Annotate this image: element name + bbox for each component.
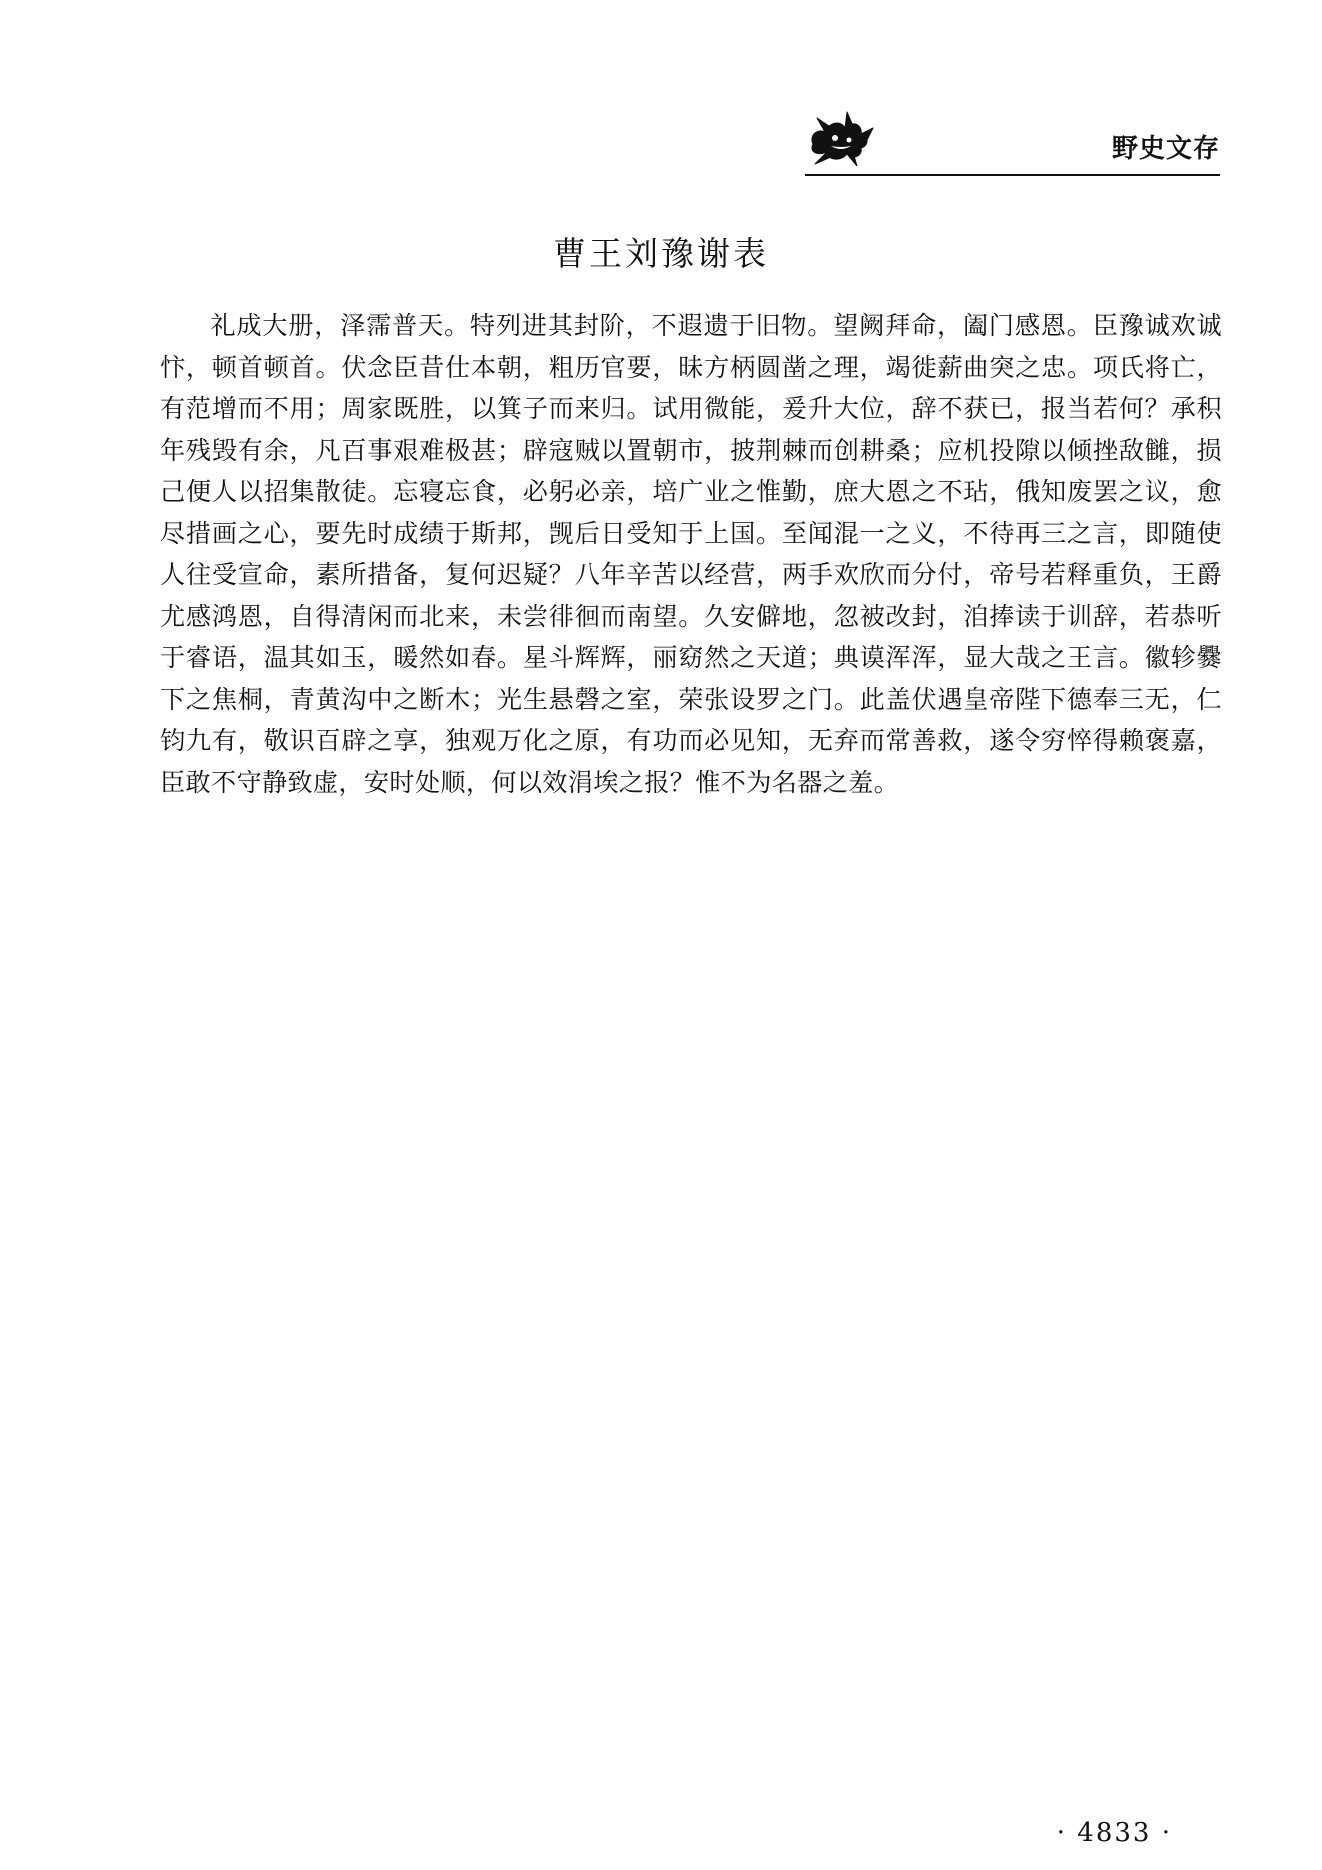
article-body: 礼成大册，泽霈普天。特列进其封阶，不遐遗于旧物。望阙拜命，阖门感恩。臣豫诚欢诚忭，顿首顿首。伏念臣昔仕本朝，粗历官要，昧方柄圆凿之理，竭徙薪曲突之忠。项氏将亡，有范增而不用；周家既胜，以箕子而来归。试用微能，爰升大位，辞不获已，报当若何？承积年残毁有余，凡百事艰难极甚；辟寇贼以置朝市，披荆棘而创耕桑；应机投隙以倾挫敌雠，损己便人以招集散徒。忘寝忘食，必躬必亲，培广业之惟勤，庶大恩之不玷，俄知废罢之议，愈尽措画之心，要先时成绩于斯邦，觊后日受知于上国。至闻混一之义，不待再三之言，即随使人往受宣命，素所措备，复何迟疑？八年辛苦以经营，两手欢欣而分付，帝号若释重负，王爵尤感鸿恩，自得清闲而北来，未尝徘徊而南望。久安僻地，忽被改封，洎捧读于训辞，若恭听于睿语，温其如玉，暖然如春。星斗辉辉，丽窈然之天道；典谟浑浑，显大哉之王言。徽轸爨下之焦桐，青黄沟中之断木；光生悬磬之室，荣张设罗之门。此盖伏遇皇帝陛下德奉三无，仁钧九有，敬识百辟之享，独观万化之原，有功而必见知，无弃而常善救，遂令穷悴得赖褒嘉，臣敢不守静致虚，安时处顺，何以效涓埃之报？惟不为名器之羞。	[160, 311, 1222, 797]
running-header	[805, 100, 1220, 176]
page-number: · 4833 ·	[1056, 1818, 1172, 1848]
article-title: 曹王刘豫谢表	[553, 234, 769, 273]
running-title: 野史文存	[1111, 134, 1220, 164]
dragon-emblem-icon	[805, 106, 875, 166]
header-rule	[805, 174, 1220, 176]
